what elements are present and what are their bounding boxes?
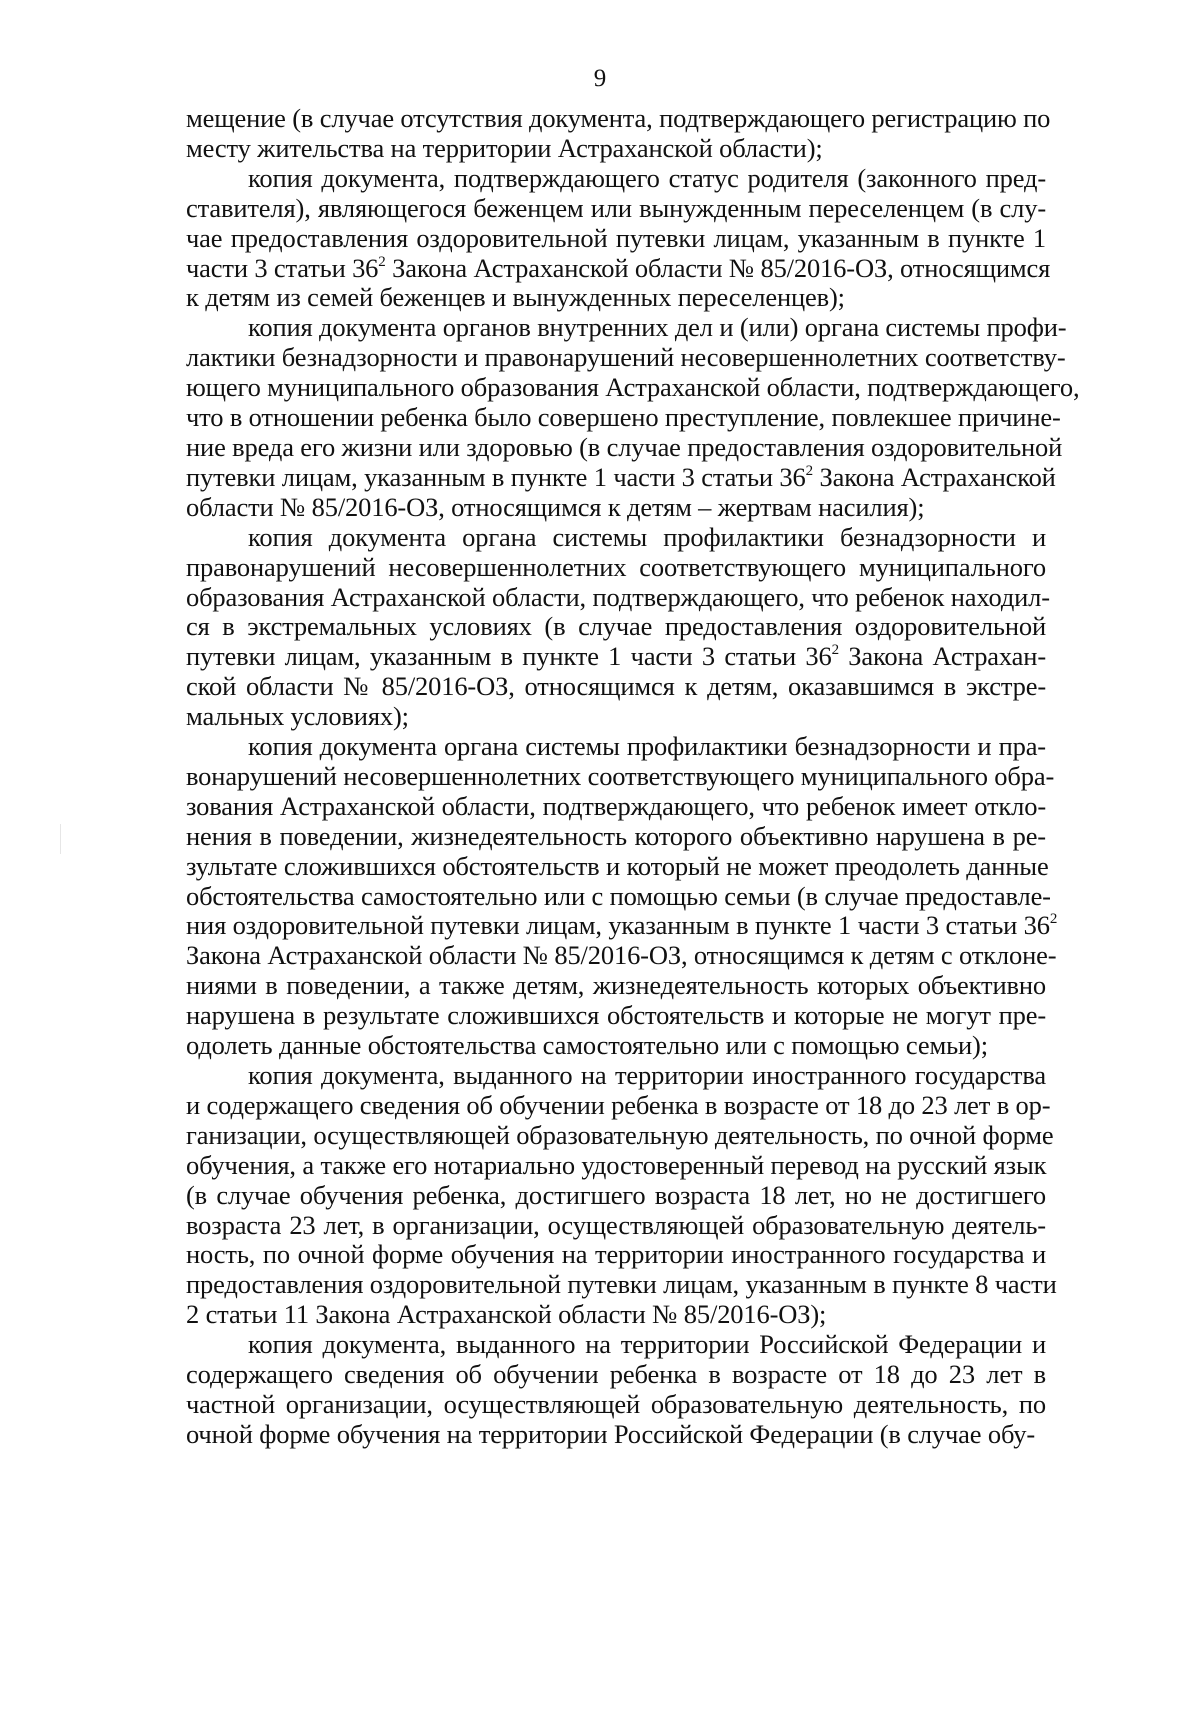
text-line: ставителя), являющегося беженцем или вынужденным переселенцем (в слу-: [186, 192, 1046, 223]
superscript: 2: [378, 253, 386, 270]
text-line: копия документа органов внутренних дел и (или) органа системы профи-: [248, 312, 1067, 343]
text-line: чае предоставления оздоровительной путевки лицам, указанным в пункте 1: [186, 222, 1046, 253]
paragraph: [186, 731, 1058, 1061]
text-line: обучения, а также его нотариально удостоверенный перевод на русский язык: [186, 1149, 1047, 1180]
text-line: очной форме обучения на территории Российской Федерации (в случае обу-: [186, 1418, 1036, 1449]
paragraph: [186, 312, 1080, 522]
text-segment: Закона Астрахан-: [838, 641, 1046, 672]
text-line: мещение (в случае отсутствия документа, подтверждающего регистрацию по: [186, 103, 1051, 133]
paragraph: [186, 103, 1051, 164]
text-line: вонарушений несовершеннолетних соответствующего муниципального обра-: [186, 760, 1055, 791]
text-segment: ния оздоровительной путевки лицам, указанным в пункте 1 части 3 статьи 36: [186, 910, 1050, 941]
text-line: нарушена в результате сложившихся обстоятельств и которые не могут пре-: [186, 1000, 1046, 1031]
text-segment: путевки лицам, указанным в пункте 1 части 3 статьи 36: [186, 641, 832, 672]
text-line: ние вреда его жизни или здоровью (в случае предоставления оздоровительной: [186, 431, 1063, 462]
text-line: копия документа, подтверждающего статус родителя (законного пред-: [248, 162, 1046, 193]
superscript: 2: [1049, 911, 1058, 928]
text-segment: части 3 статьи 36: [186, 252, 379, 283]
text-line: [186, 461, 1056, 493]
text-line: обстоятельства самостоятельно или с помощью семьи (в случае предоставле-: [186, 880, 1051, 911]
text-line: мальных условиях);: [186, 701, 409, 732]
text-line: области № 85/2016-ОЗ, относящимся к детям – жертвам насилия);: [186, 491, 925, 522]
text-line: лактики безнадзорности и правонарушений несовершеннолетних соответству-: [186, 342, 1066, 373]
scan-margin-mark: [60, 824, 61, 854]
text-line: зультате сложившихся обстоятельств и который не может преодолеть данные: [186, 850, 1049, 881]
text-line: ниями в поведении, а также детям, жизнедеятельность которых объективно: [186, 970, 1046, 1001]
text-segment: путевки лицам, указанным в пункте 1 части 3 статьи 36: [186, 461, 806, 492]
paragraph: [186, 1330, 1046, 1450]
text-line: [186, 642, 1046, 672]
paragraph: [186, 1060, 1057, 1330]
text-line: зования Астраханской области, подтверждающего, что ребенок имеет откло-: [186, 790, 1046, 821]
text-line: что в отношении ребенка было совершено преступление, повлекшее причине-: [186, 402, 1061, 433]
text-line: и содержащего сведения об обучении ребенка в возрасте от 18 до 23 лет в ор-: [186, 1089, 1051, 1120]
text-line: одолеть данные обстоятельства самостоятельно или с помощью семьи);: [186, 1030, 988, 1061]
text-line: ся в экстремальных условиях (в случае предоставления оздоровительной: [186, 611, 1046, 642]
text-line: ской области № 85/2016-ОЗ, относящимся к детям, оказавшимся в экстре-: [186, 671, 1046, 702]
text-line: ность, по очной форме обучения на территории иностранного государства и: [186, 1239, 1046, 1270]
text-line: ющего муниципального образования Астраханской области, подтверждающего,: [186, 372, 1080, 403]
paragraph: [186, 162, 1051, 314]
text-line: копия документа органа системы профилактики безнадзорности и: [248, 521, 1046, 552]
text-line: правонарушений несовершеннолетних соответствующего муниципального: [186, 551, 1046, 582]
text-line: содержащего сведения об обучении ребенка в возрасте от 18 до 23 лет в: [186, 1359, 1046, 1390]
text-line: образования Астраханской области, подтверждающего, что ребенок находил-: [186, 581, 1050, 612]
superscript: 2: [831, 642, 839, 659]
text-line: частной организации, осуществляющей образовательную деятельность, по: [186, 1388, 1046, 1419]
text-line: возраста 23 лет, в организации, осуществляющей образовательную деятель-: [186, 1209, 1046, 1240]
text-line: [186, 252, 1051, 284]
text-line: копия документа органа системы профилактики безнадзорности и пра-: [248, 731, 1046, 762]
text-segment: Закона Астраханской области № 85/2016-ОЗ, относящимся: [385, 252, 1051, 283]
text-segment: Закона Астраханской: [812, 461, 1056, 492]
superscript: 2: [805, 462, 813, 479]
text-line: к детям из семей беженцев и вынужденных переселенцев);: [186, 282, 845, 313]
page-number: 9: [593, 65, 607, 92]
text-line: нения в поведении, жизнедеятельность которого объективно нарушена в ре-: [186, 820, 1046, 851]
text-line: предоставления оздоровительной путевки лицам, указанным в пункте 8 части: [186, 1269, 1057, 1300]
text-line: ганизации, осуществляющей образовательную деятельность, по очной форме: [186, 1119, 1054, 1150]
text-line: месту жительства на территории Астраханской области);: [186, 132, 823, 163]
text-line: [186, 910, 1058, 941]
text-line: (в случае обучения ребенка, достигшего возраста 18 лет, но не достигшего: [186, 1179, 1046, 1210]
paragraph: [186, 521, 1050, 732]
document-body: [186, 103, 1080, 1450]
text-line: копия документа, выданного на территории иностранного государства: [248, 1060, 1046, 1090]
text-line: копия документа, выданного на территории Российской Федерации и: [248, 1329, 1046, 1360]
text-line: 2 статьи 11 Закона Астраханской области № 85/2016-ОЗ);: [186, 1299, 827, 1330]
text-line: Закона Астраханской области № 85/2016-ОЗ, относящимся к детям с отклоне-: [186, 940, 1057, 971]
